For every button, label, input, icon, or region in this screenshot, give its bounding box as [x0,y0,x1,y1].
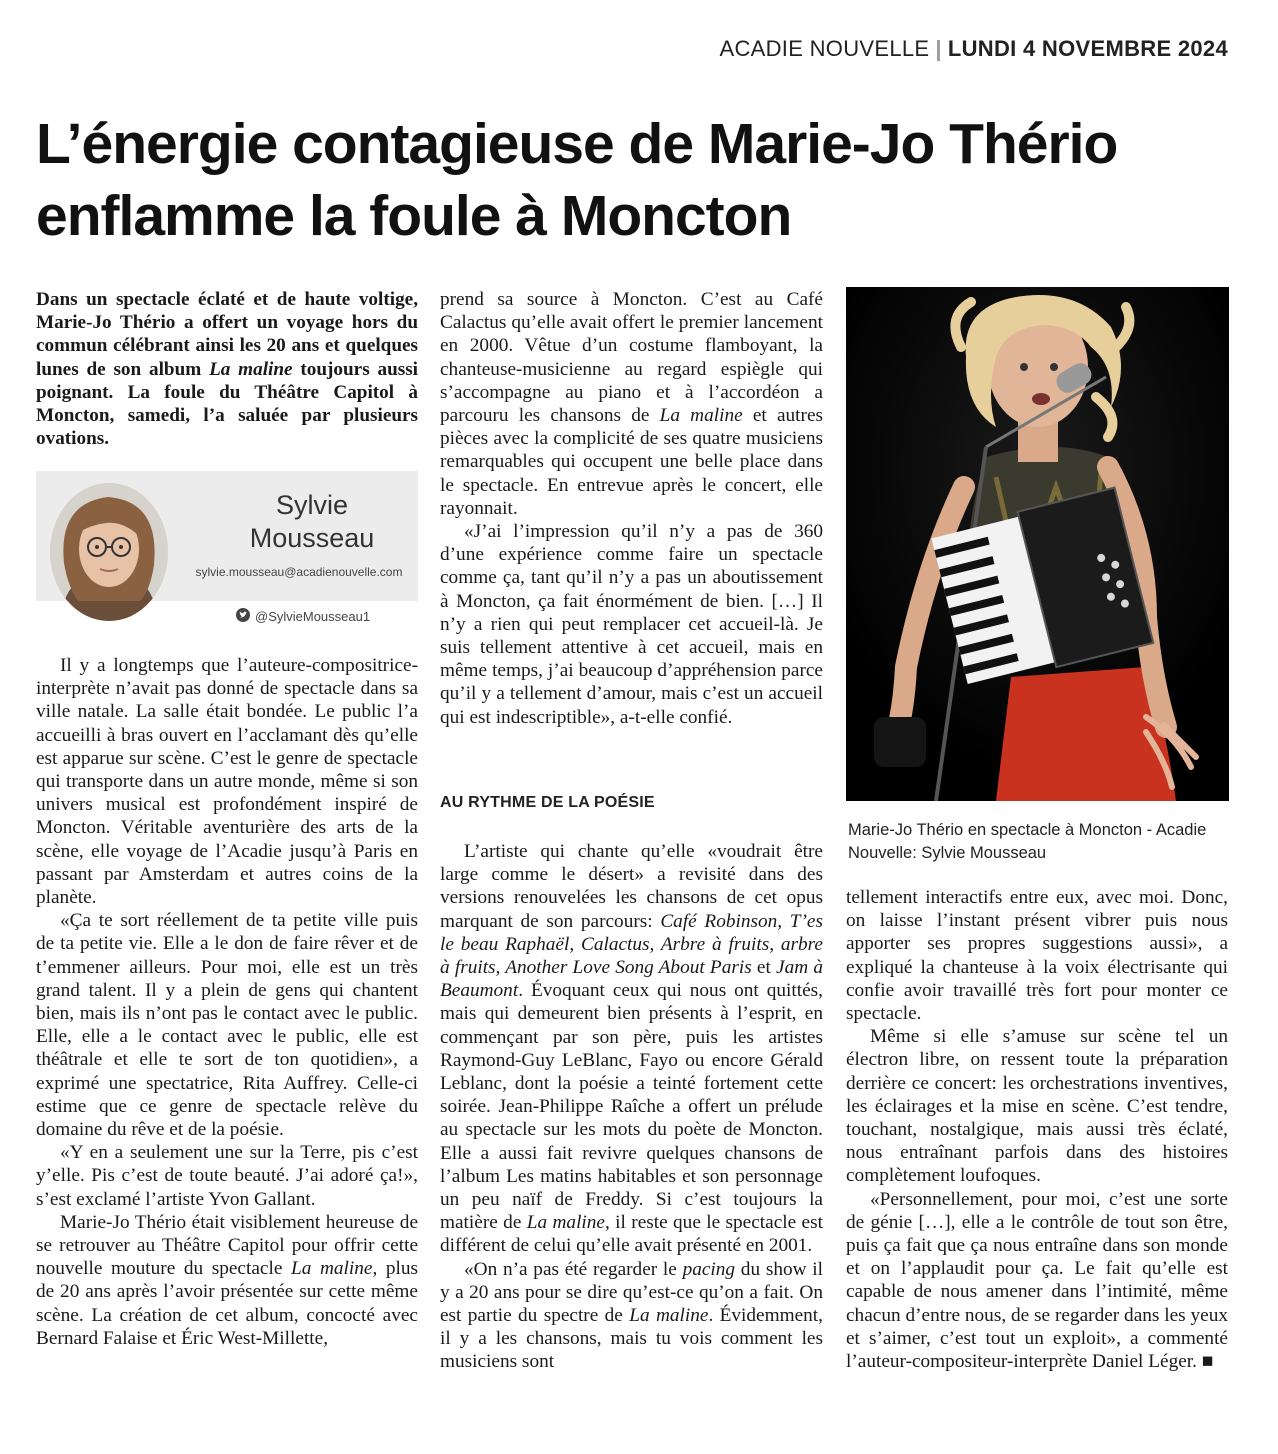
author-email[interactable]: sylvie.mousseau@acadienouvelle.com [195,565,403,579]
section-subhead: AU RYTHME DE LA POÉSIE [440,794,655,811]
masthead-separator: | [935,36,942,61]
text-run: . Évoquant ceux qui nous ont quittés, mais qui demeurent bien présents à l’esprit, en commençant par son père, puis les artistes Raymond-Guy LeBlanc, Fayo ou encore Gérald Leblanc, dont la poésie a teinté fortement cette soirée. Jean-Philippe Raîche a offert un prélude au spectacle sur les mots du poète de Moncton. Elle a aussi fait revivre quelques chansons de l’album Les matins habitables et son personnage un peu naïf de Freddy. Si c’est toujours la matière de [440,980,823,1234]
text-run: «Personnellement, pour moi, c’est une sorte de génie […], elle a le contrôle de tout son être, puis ça fait que ça nous entraîne dans son monde et on l’applaudit pour ça. Le fait qu’elle est capable de nous amener dans l’intimité, même chacun d’entre nous, de se regarder dans les yeux et s’aimer, c’est tout un exploit», a commenté l’auteur-compositeur-interprète Daniel Léger. ■ [846,1188,1228,1373]
italic-title: La maline [209,358,293,380]
text-run: prend sa source à Moncton. C’est au Café Calactus qu’elle avait offert le premier lancement en 2000. Vêtue d’un costume flamboyant, la chanteuse-musicienne au regard espiègle qui s’accompagne au piano et à l’accordéon a parcouru les chansons de [440,289,823,427]
text-run: «Ça te sort réellement de ta petite ville puis de ta petite vie. Elle a le don de faire rêver et de t’emmener ailleurs. Pour moi, elle est un très grand talent. Il y a plein de gens qui chantent bien, mais ils n’ont pas le contact avec le public. Elle, elle a le contact avec le public, elle est théâtrale et elle te sort de ton quotidien», a exprimé une spectatrice, Rita Auffrey. Celle-ci estime que ce genre de spectacle relève du domaine du rêve et de la poésie. [36,910,418,1141]
article-headline: L’énergie contagieuse de Marie-Jo Thério enflamme la foule à Moncton [36,112,1118,249]
paragraph [440,840,823,1258]
paragraph [440,520,823,729]
masthead [719,36,1228,62]
author-twitter[interactable] [236,608,370,625]
text-run: . Évidemment, il y a les chansons, mais tu vois comment les musiciens sont [440,1305,823,1373]
byline-box [36,471,418,601]
text-run: et [751,957,777,979]
text-run: «Y en a seulement une sur la Terre, pis c’est y’elle. Pis c’est de toute beauté. J’ai adoré ça!», s’est exclamé l’artiste Yvon Gallant. [36,1142,418,1210]
publication-date: LUNDI 4 NOVEMBRE 2024 [947,36,1228,61]
text-run: toujours aussi poignant. La foule du Théâtre Capitol à Moncton, samedi, l’a saluée par plusieurs ovations. [36,358,419,450]
paragraph [36,1211,418,1350]
text-run: tellement interactifs entre eux, avec moi. Donc, on laisse l’instant présent vibrer puis nous apporter ses propres suggestions aussi», a expliqué la chanteuse à la voix électrisante qui confie avoir travaillé très fort pour monter ce spectacle. [846,887,1228,1025]
text-run: Dans un spectacle éclaté et de haute voltige, Marie-Jo Thério a offert un voyage hors du commun célébrant ainsi les 20 ans et quelques lunes de son album [36,289,418,380]
italic-title: La maline [290,1258,373,1280]
italic-title: La maline [659,405,743,427]
text-run: du show il y a 20 ans pour se dire qu’est-ce qu’on a fait. On est partie du spectre de [440,1258,823,1327]
paragraph [440,1258,823,1374]
paragraph [846,1025,1228,1187]
author-portrait [50,483,168,621]
text-run: Il y a longtemps que l’auteure-compositrice-interprète n’avait pas donné de spectacle dans sa ville natale. La salle était bondée. Le public l’a accueilli à bras ouvert en l’acclamant dès qu’elle est apparue sur scène. C’est le genre de spectacle qui transporte dans un autre monde, même si son univers musical est profondément inspiré de Moncton. Véritable aventurière des arts de la scène, elle voyage de l’Acadie jusqu’à Paris en passant par Amsterdam et autres coins de la planète. [36,655,418,909]
paragraph [36,909,418,1141]
column-3-body [846,886,1228,1373]
text-run: L’artiste qui chante qu’elle «voudrait être large comme le désert» a revisité dans des versions renouvelées les chansons de cet opus marquant de son parcours: [440,841,823,932]
article-lead [36,288,418,450]
paragraph [36,654,418,909]
text-run: , plus de 20 ans après l’avoir présentée sur cette même scène. La création de cet album, concocté avec Bernard Falaise et Éric West-Millette, [36,1258,418,1349]
italic-title: pacing [682,1258,736,1280]
text-run: et autres pièces avec la complicité de ses quatre musiciens remarquables qui occupent une belle place dans le spectacle. En entrevue après le concert, elle rayonnait. [440,405,823,519]
twitter-bird-icon [236,608,250,625]
italic-title: Café Robinson, T’es le beau Raphaël, Calactus, Arbre à fruits, arbre à fruits, Another Love Song About Paris [440,910,823,979]
italic-title: La maline [526,1212,605,1234]
photo-caption: Marie-Jo Thério en spectacle à Moncton - Acadie Nouvelle: Sylvie Mousseau [848,821,1207,862]
paragraph [440,288,823,520]
column-1-lead [36,288,418,450]
text-run: «J’ai l’impression qu’il n’y a pas de 360 d’une expérience comme faire un spectacle comme ça, tant qu’il n’y a pas un aboutissement à Moncton, ça fait énormément de bien. […] Il n’y a rien qui peut remplacer cet accueil-là. Je suis tellement attentive à cet accueil, mais en même temps, j’ai beaucoup d’appréhension parce qu’il y a tellement d’amour, mais c’est un accueil qui est indescriptible», a-t-elle confié. [440,521,823,728]
text-run: Marie-Jo Thério était visiblement heureuse de se retrouver au Théâtre Capitol pour offrir cette nouvelle mouture du spectacle [36,1211,418,1280]
column-2-body [440,288,823,729]
paragraph [846,886,1228,1025]
italic-title: Jam à Beaumont [440,957,823,1002]
text-run: , il reste que le spectacle est différent de celui qu’elle avait présenté en 2001. [440,1212,823,1257]
singer-accordion-photo [846,287,1229,801]
author-name: Sylvie Mousseau [249,490,375,553]
italic-title: La maline [629,1305,709,1327]
column-1-body [36,654,418,1350]
paragraph [36,1141,418,1211]
text-run: «On n’a pas été regarder le [464,1258,683,1280]
paragraph [846,1188,1228,1374]
column-2-body-continued [440,840,823,1374]
publication-name: ACADIE NOUVELLE [719,36,930,61]
text-run: Même si elle s’amuse sur scène tel un électron libre, on ressent toute la préparation derrière ce concert: les orchestrations inventives, les éclairages et la mise en scène. C’est tendre, touchant, nostalgique, mais aussi très éclaté, nous entraînant parfois dans des histoires complètement loufoques. [846,1026,1228,1187]
twitter-handle: @SylvieMousseau1 [255,609,371,624]
